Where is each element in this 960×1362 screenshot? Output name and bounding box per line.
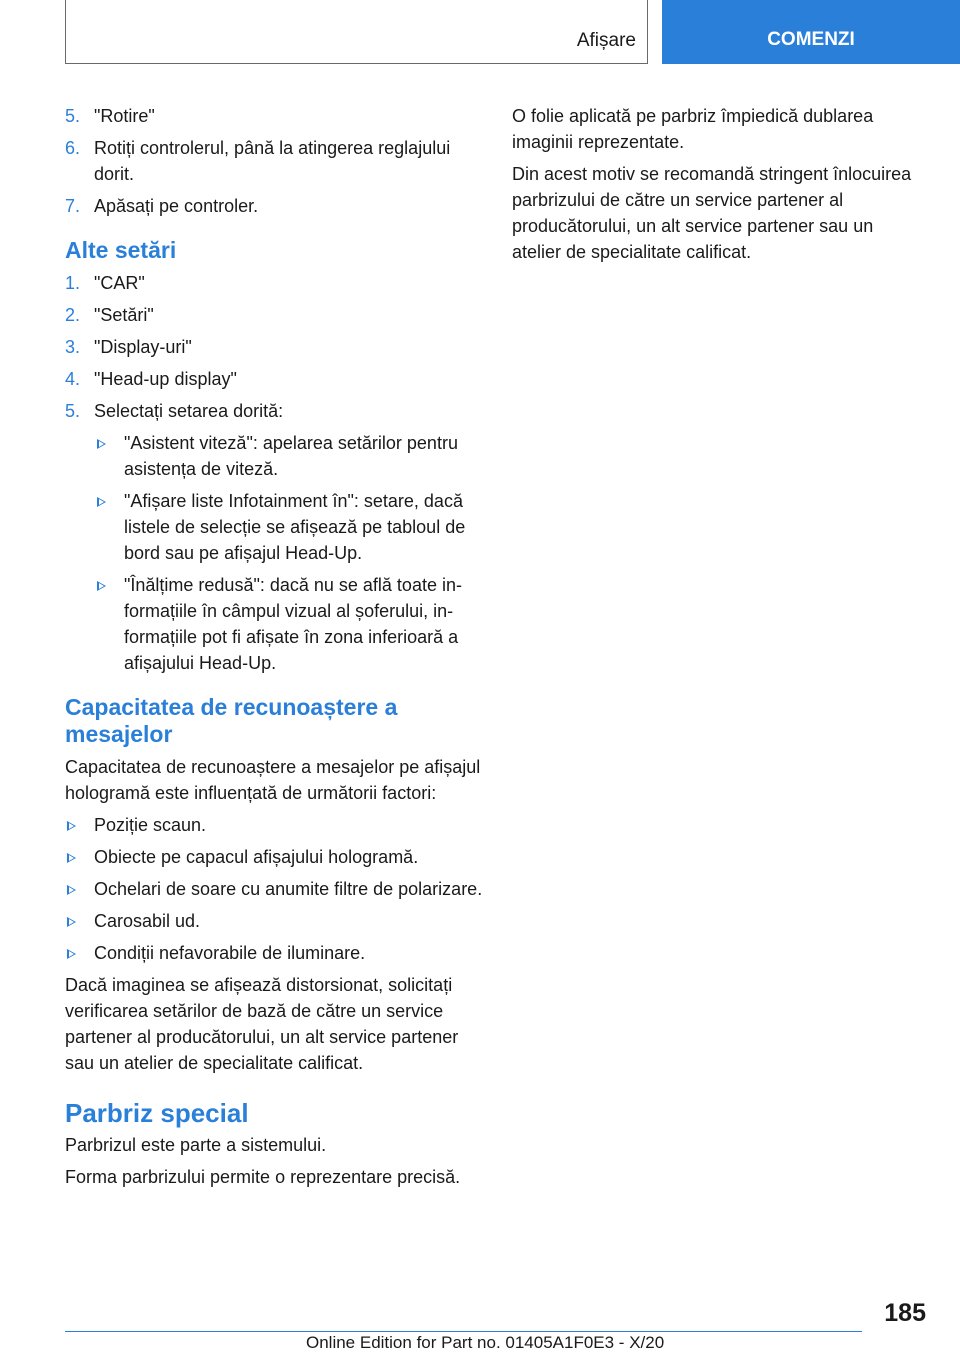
section-heading-recunoastere: Capacitatea de recunoaștere a mesajelor [65, 694, 398, 747]
list-item [65, 135, 483, 187]
paragraph: Din acest motiv se recomandă stringent înlocuirea parbrizului de către un service partener al producătorului, un alt service partener sau un atelier de specialitate calificat. [512, 164, 912, 262]
list-item [95, 488, 483, 566]
triangle-bullet-icon [97, 497, 106, 507]
list-item [65, 270, 483, 296]
footer-divider [65, 1331, 862, 1332]
bullet-text: "Asistent viteză": apelarea setărilor pentru asistența de viteză. [124, 433, 458, 479]
step-number: 7. [65, 196, 81, 216]
step-text: Apăsați pe controler. [94, 196, 259, 216]
triangle-bullet-icon [97, 581, 106, 591]
triangle-bullet-icon [97, 439, 106, 449]
step-text: "CAR" [94, 273, 145, 293]
header-frame [65, 0, 648, 64]
right-column [512, 103, 922, 271]
footer-edition: Online Edition for Part no. 01405A1F0E3 - X/20 [306, 1333, 665, 1352]
list-item [65, 398, 483, 424]
list-item [65, 193, 483, 219]
list-item [65, 334, 483, 360]
step-text: "Rotire" [94, 106, 155, 126]
step-number: 6. [65, 138, 81, 158]
list-item [65, 103, 483, 129]
step-number: 2. [65, 305, 81, 325]
bullet-text: Poziție scaun. [94, 815, 207, 835]
section-heading-parbriz: Parbriz special [65, 1098, 249, 1128]
step-number: 3. [65, 337, 81, 357]
paragraph: Dacă imaginea se afișează distorsionat, solicitați verificarea setărilor de bază de către un service partener al producătorului, un alt service partener sau un atelier de specialitate calificat. [65, 975, 459, 1073]
header-section-title: Afișare [576, 30, 636, 51]
step-text: "Head-up display" [94, 369, 237, 389]
list-item [65, 366, 483, 392]
paragraph: Parbrizul este parte a sistemului. [65, 1135, 327, 1155]
list-item [65, 908, 483, 934]
step-text: Rotiți controlerul, până la atingerea reglajului dorit. [94, 138, 451, 184]
step-number: 5. [65, 401, 81, 421]
bullet-text: "Afișare liste Infotainment în": setare, dacă listele de selecție se afișează pe tabloul de bord sau pe afișajul Head-Up. [124, 491, 466, 563]
triangle-bullet-icon [67, 853, 76, 863]
paragraph: O folie aplicată pe parbriz împiedică dublarea imaginii reprezentate. [512, 106, 874, 152]
header-chapter-tab: COMENZI [662, 0, 960, 64]
section-heading-alte-setari: Alte setări [65, 237, 177, 263]
list-item [65, 844, 483, 870]
step-number: 5. [65, 106, 81, 126]
sub-bullet-list [95, 430, 483, 676]
list-item [95, 572, 483, 676]
bullet-text: Obiecte pe capacul afișajului hologramă. [94, 847, 419, 867]
list-item [65, 940, 483, 966]
left-column [65, 103, 483, 1196]
paragraph: Capacitatea de recunoaștere a mesajelor pe afișajul hologramă este influențată de următorii factori: [65, 757, 481, 803]
bullet-text: "Înălțime redusă": dacă nu se află toate informațiile în câmpul vizual al șoferului, informațiile pot fi afișate în zona inferioară a afișajului Head-Up. [124, 575, 462, 673]
step-text: "Display-uri" [94, 337, 192, 357]
list-item [65, 812, 483, 838]
triangle-bullet-icon [67, 821, 76, 831]
list-item [65, 876, 483, 902]
triangle-bullet-icon [67, 917, 76, 927]
list-item [95, 430, 483, 482]
step-number: 1. [65, 273, 81, 293]
triangle-bullet-icon [67, 885, 76, 895]
bullet-text: Condiții nefavorabile de iluminare. [94, 943, 366, 963]
bullet-text: Carosabil ud. [94, 911, 201, 931]
page-number: 185 [884, 1299, 926, 1327]
step-number: 4. [65, 369, 81, 389]
paragraph: Forma parbrizului permite o reprezentare precisă. [65, 1167, 461, 1187]
bullet-text: Ochelari de soare cu anumite filtre de polarizare. [94, 879, 483, 899]
step-text: Selectați setarea dorită: [94, 401, 284, 421]
step-text: "Setări" [94, 305, 154, 325]
triangle-bullet-icon [67, 949, 76, 959]
list-item [65, 302, 483, 328]
